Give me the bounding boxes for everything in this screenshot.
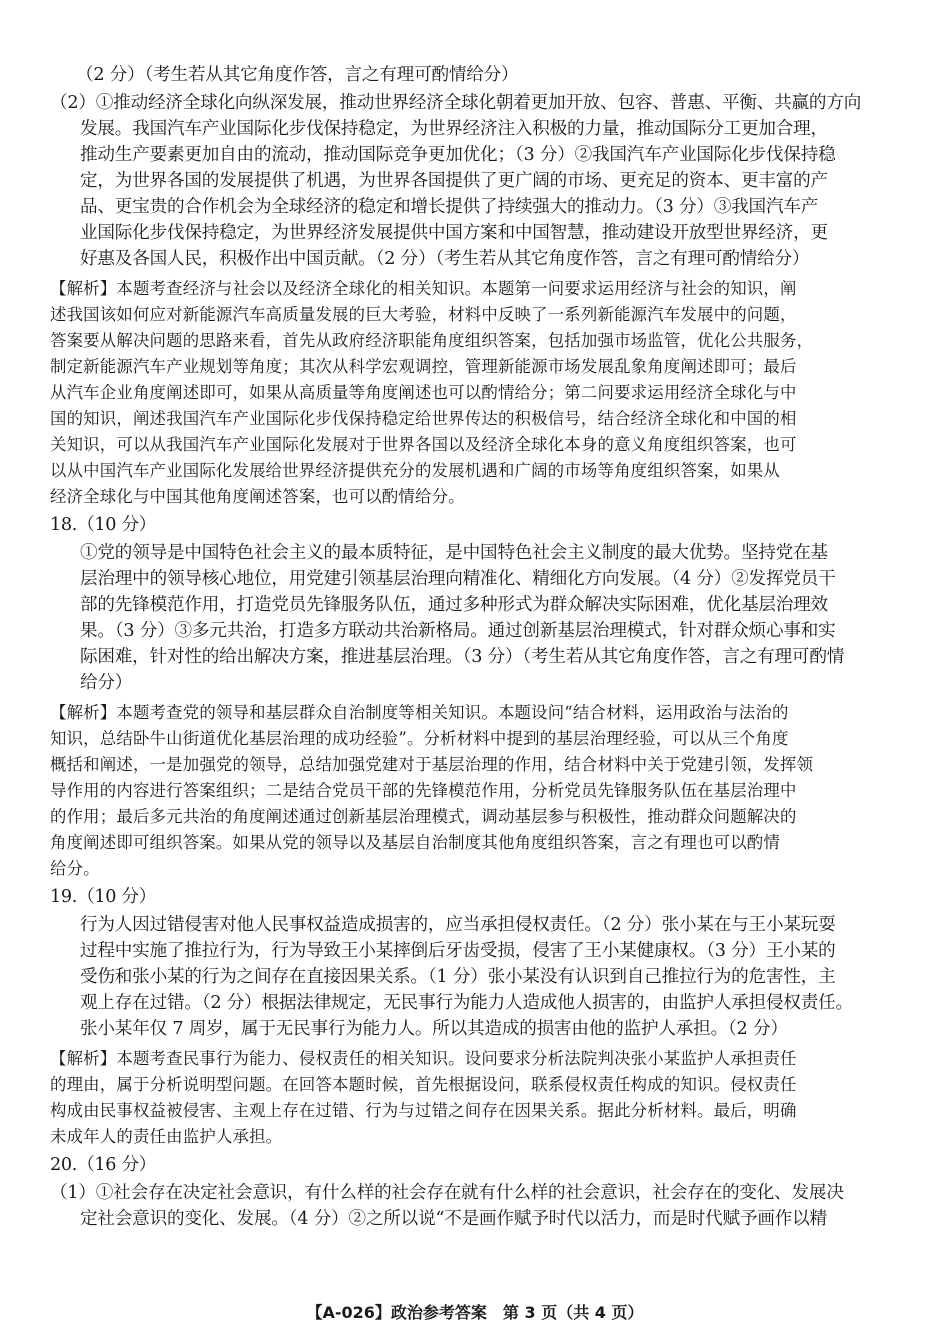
text-line: 给分。	[50, 859, 100, 878]
text-line: （2）①推动经济全球化向纵深发展，推动世界经济全球化朝着更加开放、包容、普惠、平衡、共赢的方向	[50, 93, 862, 113]
text-line: （2 分）（考生若从其它角度作答，言之有理可酌情给分）	[76, 65, 519, 85]
text-line: 国的知识，阐述我国汽车产业国际化步伐保持稳定给世界传达的积极信号，结合经济全球化和中国的相	[50, 409, 797, 428]
text-line: 经济全球化与中国其他角度阐述答案，也可以酌情给分。	[50, 487, 465, 506]
text-line: 【解析】本题考查党的领导和基层群众自治制度等相关知识。本题设问“结合材料，运用政治与法治的	[50, 703, 789, 722]
text-line: 制定新能源汽车产业规划等角度；其次从科学宏观调控，管理新能源市场发展乱象角度阐述即可；最后	[50, 357, 797, 376]
text-line: 关知识，可以从我国汽车产业国际化发展对于世界各国以及经济全球化本身的意义角度组织答案，也可	[50, 435, 797, 454]
text-line: 定，为世界各国的发展提供了机遇，为世界各国提供了更广阔的市场、更充足的资本、更丰富的产	[80, 171, 828, 191]
text-line: 受伤和张小某的行为之间存在直接因果关系。（1 分）张小某没有认识到自己推拉行为的危害性，主	[80, 967, 836, 987]
text-line: 品、更宝贵的合作机会为全球经济的稳定和增长提供了持续强大的推动力。（3 分）③我国汽车产	[80, 197, 819, 217]
text-line: 定社会意识的变化、发展。（4 分）②之所以说“不是画作赋予时代以活力，而是时代赋予画作以精	[80, 1209, 827, 1229]
text-line: 推动生产要素更加自由的流动，推动国际竞争更加优化；（3 分）②我国汽车产业国际化步伐保持稳	[80, 145, 836, 165]
text-line: 导作用的内容进行答案组织；二是结合党员干部的先锋模范作用，分析党员先锋服务队伍在基层治理中	[50, 781, 797, 800]
text-line: 知识，总结卧牛山街道优化基层治理的成功经验”。分析材料中提到的基层治理经验，可以从三个角度	[50, 729, 789, 748]
text-line: 【解析】本题考查民事行为能力、侵权责任的相关知识。设问要求分析法院判决张小某监护人承担责任	[50, 1049, 797, 1068]
text-line: 【解析】本题考查经济与社会以及经济全球化的相关知识。本题第一问要求运用经济与社会的知识，阐	[50, 279, 797, 298]
text-line: 层治理中的领导核心地位，用党建引领基层治理向精准化、精细化方向发展。（4 分）②发挥党员干	[80, 569, 836, 589]
text-line: 观上存在过错。（2 分）根据法律规定，无民事行为能力人造成他人损害的，由监护人承担侵权责任。	[80, 993, 853, 1013]
text-line: 18.（10 分）	[50, 515, 157, 535]
text-line: 以从中国汽车产业国际化发展给世界经济提供充分的发展机遇和广阔的市场等角度组织答案，如果从	[50, 461, 780, 480]
text-line: （1）①社会存在决定社会意识，有什么样的社会存在就有什么样的社会意识，社会存在的变化、发展决	[50, 1183, 844, 1203]
text-line: 答案要从解决问题的思路来看，首先从政府经济职能角度组织答案，包括加强市场监管，优化公共服务，	[50, 331, 814, 350]
text-line: 果。（3 分）③多元共治，打造多方联动共治新格局。通过创新基层治理模式，针对群众烦心事和实	[80, 621, 836, 641]
text-line: 张小某年仅 7 周岁，属于无民事行为能力人。所以其造成的损害由他的监护人承担。（2 分）	[80, 1019, 788, 1039]
text-line: 述我国该如何应对新能源汽车高质量发展的巨大考验，材料中反映了一系列新能源汽车发展中的问题，	[50, 305, 797, 324]
text-line: 角度阐述即可组织答案。如果从党的领导以及基层自治制度其他角度组织答案，言之有理也可以酌情	[50, 833, 780, 852]
text-line: 构成由民事权益被侵害、主观上存在过错、行为与过错之间存在因果关系。据此分析材料。最后，明确	[50, 1101, 797, 1120]
text-line: 从汽车企业角度阐述即可，如果从高质量等角度阐述也可以酌情给分；第二问要求运用经济全球化与中	[50, 383, 797, 402]
text-line: 发展。我国汽车产业国际化步伐保持稳定，为世界经济注入积极的力量，推动国际分工更加合理，	[80, 119, 828, 139]
text-line: ①党的领导是中国特色社会主义的最本质特征，是中国特色社会主义制度的最大优势。坚持党在基	[80, 543, 828, 563]
text-line: 部的先锋模范作用，打造党员先锋服务队伍，通过多种形式为群众解决实际困难，优化基层治理效	[80, 595, 828, 615]
text-line: 的作用；最后多元共治的角度阐述通过创新基层治理模式，调动基层参与积极性，推动群众问题解决的	[50, 807, 797, 826]
text-line: 的理由，属于分析说明型问题。在回答本题时候，首先根据设问，联系侵权责任构成的知识。侵权责任	[50, 1075, 797, 1094]
text-line: 好惠及各国人民，积极作出中国贡献。（2 分）（考生若从其它角度作答，言之有理可酌情给分）	[80, 249, 810, 269]
page-footer: 【A-026】政治参考答案 第 3 页（共 4 页）	[306, 1303, 644, 1322]
text-line: 给分）	[80, 673, 133, 693]
text-line: 19.（10 分）	[50, 887, 157, 907]
text-line: 过程中实施了推拉行为，行为导致王小某摔倒后牙齿受损，侵害了王小某健康权。（3 分）王小某的	[80, 941, 836, 961]
text-line: 概括和阐述，一是加强党的领导，总结加强党建对于基层治理的作用，结合材料中关于党建引领，发挥领	[50, 755, 814, 774]
text-line: 未成年人的责任由监护人承担。	[50, 1127, 283, 1146]
text-line: 20.（16 分）	[50, 1155, 157, 1175]
text-line: 际困难，针对性的给出解决方案，推进基层治理。（3 分）（考生若从其它角度作答，言之有理可酌情	[80, 647, 845, 667]
text-line: 业国际化步伐保持稳定，为世界经济发展提供中国方案和中国智慧，推动建设开放型世界经济，更	[80, 223, 828, 243]
text-line: 行为人因过错侵害对他人民事权益造成损害的，应当承担侵权责任。（2 分）张小某在与王小某玩耍	[80, 915, 836, 935]
